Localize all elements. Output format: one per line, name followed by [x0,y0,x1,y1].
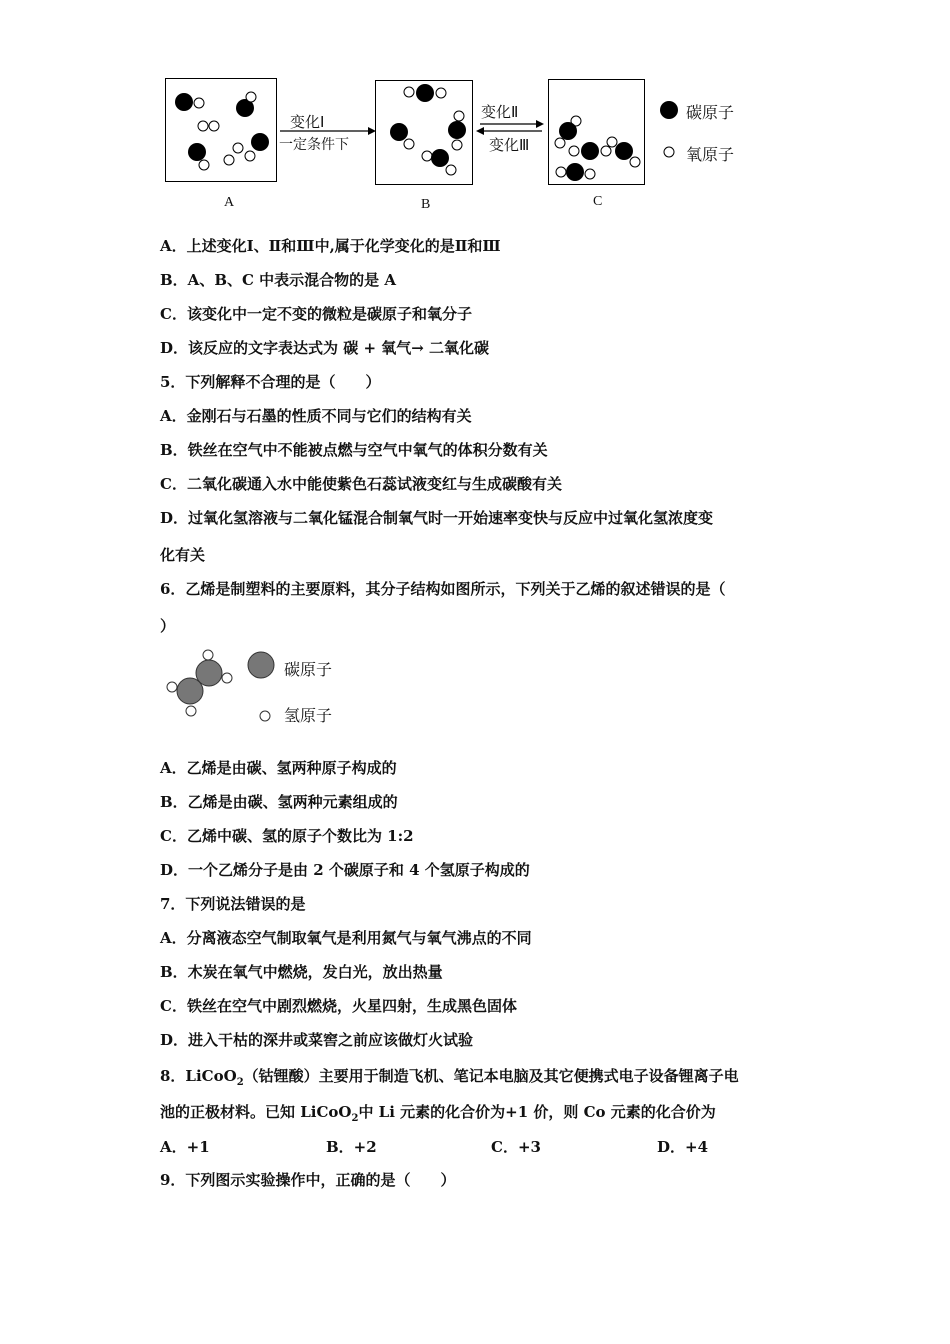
hydrogen-atom [186,706,196,716]
q4-option-a: A．上述变化Ⅰ、Ⅱ和Ⅲ中,属于化学变化的是Ⅱ和Ⅲ [160,237,501,255]
q8-subscript-2: 2 [351,1113,359,1124]
q5-option-d: D．过氧化氢溶液与二氧化锰混合制氧气时一开始速率变快与反应中过氧化氢浓度变 [160,509,714,527]
q5-option-a: A．金刚石与石墨的性质不同与它们的结构有关 [160,407,472,425]
q8-stem-part1: 8．LiCoO [160,1067,237,1085]
q8-stem-part2: （钴锂酸）主要用于制造飞机、笔记本电脑及其它便携式电子设备锂离子电 [243,1067,739,1085]
q6-stem: 6．乙烯是制塑料的主要原料，其分子结构如图所示，下列关于乙烯的叙述错误的是（ [160,580,726,598]
q5-option-c: C．二氧化碳通入水中能使紫色石蕊试液变红与生成碳酸有关 [160,475,562,493]
q6-option-a: A．乙烯是由碳、氢两种原子构成的 [160,759,397,777]
legend-carbon-label: 碳原子 [686,103,735,122]
q8-stem [160,1066,739,1093]
q6-option-b: B．乙烯是由碳、氢两种元素组成的 [160,793,398,811]
box-c-label: C [593,194,603,209]
q5-option-b: B．铁丝在空气中不能被点燃与空气中氧气的体积分数有关 [160,441,548,459]
q8-stem-cont-part2: 中 Li 元素的化合价为+1 价，则 Co 元素的化合价为 [358,1103,716,1121]
q4-option-b: B．A、B、C 中表示混合物的是 A [160,271,397,289]
q8-option-a: A．+1 [160,1138,210,1156]
q7-stem: 7．下列说法错误的是 [160,895,306,913]
q6-legend-hydrogen: 氢原子 [284,706,333,725]
q6-stem-cont: ） [160,617,176,635]
hydrogen-atom [167,682,177,692]
q7-option-c: C．铁丝在空气中剧烈燃烧，火星四射，生成黑色固体 [160,997,517,1015]
q6-legend-carbon: 碳原子 [284,660,333,679]
q8-stem-cont [160,1102,716,1129]
q5-stem: 5．下列解释不合理的是（ ） [160,373,381,391]
arrow2-top-label: 变化Ⅱ [481,103,519,121]
q8-subscript: 2 [236,1077,244,1088]
q7-option-a: A．分离液态空气制取氧气是利用氮气与氧气沸点的不同 [160,929,532,947]
box-b-label: B [421,197,431,212]
box-a-label: A [224,195,235,210]
q9-stem: 9．下列图示实验操作中，正确的是（ ） [160,1171,456,1189]
q6-option-d: D．一个乙烯分子是由 2 个碳原子和 4 个氢原子构成的 [160,861,530,879]
q8-stem-cont-part1: 池的正极材料。已知 LiCoO [160,1103,352,1121]
legend-hydrogen-dot [260,711,270,721]
q5-option-d-cont: 化有关 [160,546,206,564]
carbon-atom [177,678,203,704]
q8-option-b: B．+2 [326,1138,377,1156]
legend-oxygen-label: 氧原子 [686,145,735,164]
q7-option-b: B．木炭在氧气中燃烧，发白光，放出热量 [160,963,443,981]
q4-option-d: D．该反应的文字表达式为 碳 + 氧气→ 二氧化碳 [160,339,490,357]
q7-option-d: D．进入干枯的深井或菜窖之前应该做灯火试验 [160,1031,474,1049]
legend-carbon-dot [248,652,274,678]
arrow1-bottom-label: 一定条件下 [279,137,349,153]
q6-option-c: C．乙烯中碳、氢的原子个数比为 1:2 [160,827,414,845]
q8-option-d: D．+4 [657,1138,709,1156]
q4-option-c: C．该变化中一定不变的微粒是碳原子和氧分子 [160,305,472,323]
arrow1-top-label: 变化Ⅰ [290,113,325,131]
hydrogen-atom [222,673,232,683]
arrow2-bottom-label: 变化Ⅲ [489,136,530,154]
hydrogen-atom [203,650,213,660]
q8-option-c: C．+3 [491,1138,541,1156]
